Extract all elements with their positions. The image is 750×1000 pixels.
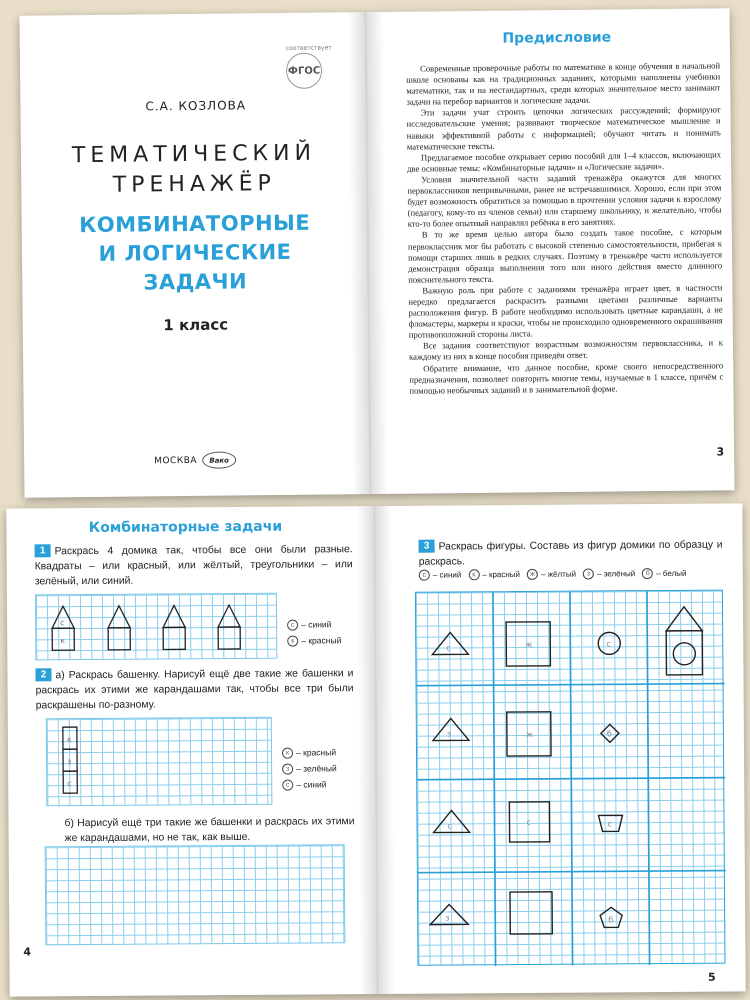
grade: 1 класс (163, 315, 229, 335)
shape-label: с (526, 817, 531, 827)
legend-row (282, 776, 337, 792)
preface-paragraph: Предлагаемое пособие открывает серию пособий для 1–4 классов, включающих две основные темы: «Комбинаторные задачи» и «Логические задачи». (407, 149, 722, 174)
house-body (108, 628, 130, 650)
legend-item (419, 569, 462, 580)
preface-paragraph: Эти задачи учат строить цепочки логических рассуждений; формируют исследовательские умения; развивают творческое математическое мышление и навыки эффективной работы с информацией; обучают читать и понимать математические тексты. (406, 104, 721, 152)
legend-item (468, 569, 520, 580)
legend-item (527, 569, 576, 580)
grid-divider (417, 778, 725, 780)
task-3-legend (419, 568, 687, 581)
preface-paragraph: Условия значительной части заданий тренажёра окажутся для многих первоклассников непривычными, ранее не встречавшимися. Хорошо, если при этом будет возможность обратиться за помощью в прочтении условия задачи к взрослому (педагогу, кому-то из членов семьи) или старшему школьнику, и желательно, чтобы кто-то более опытный направлял ребёнка в его занятиях. (407, 171, 722, 229)
task-2a-instructions: а) Раскрась башенку. Нарисуй ещё две такие же башенки и раскрась их этими же карандашами так, чтобы все три были раскрашены по-разному. (35, 668, 354, 712)
color-circle: к (282, 747, 293, 758)
preface-paragraph: В то же время целью автора было создать такое пособие, с которым первоклассник мог бы работать с высокой степенью самостоятельности, прибегая к помощи старших лишь в редких случаях. Поэтому в тренажёре часто используется демонстрация образца выполнения того или иного действия вместо длинного пояснительного текста. (407, 226, 723, 285)
tower-drawing (47, 718, 274, 808)
preface-paragraph: Обратите внимание, что данное пособие, кроме своего непосредственного предназначения, позволяет повторить многие темы, изучаемые в 1 классе, причём с помощью необычных заданий и в занимательной форме. (409, 359, 724, 396)
page-number: 4 (23, 945, 32, 959)
legend-label: – синий (296, 779, 327, 790)
shape-label: ж (525, 729, 534, 739)
shape-label: с (607, 819, 612, 829)
color-circle: з (282, 763, 293, 774)
legend-row (282, 744, 337, 760)
house-sample-body (666, 631, 702, 675)
author: С.А. КОЗЛОВА (145, 98, 247, 114)
legend-label: – синий (432, 570, 462, 580)
book-title-line2: И ЛОГИЧЕСКИЕ (98, 239, 292, 266)
task-2a-grid (46, 717, 273, 807)
task-2a-text (35, 666, 353, 713)
cover-page (19, 12, 370, 498)
grid-divider (418, 871, 726, 873)
color-circle: ж (527, 569, 538, 580)
house-roof (163, 605, 185, 627)
task-3-text (419, 538, 723, 570)
fgos-caption: соответствует (285, 44, 332, 52)
task-1-grid (35, 593, 277, 661)
tower-label: к (66, 735, 72, 745)
square-shape (510, 892, 552, 934)
legend-label: – белый (656, 568, 687, 579)
shape-label: ж (525, 639, 533, 649)
color-circle: с (282, 779, 293, 790)
legend-label: – зелёный (596, 569, 636, 579)
task-1-instructions: Раскрась 4 домика так, чтобы все они были разные. Квадраты – или красный, или жёлтый, треугольники – или зелёный, или синий. (34, 544, 353, 588)
preface-title: Предисловие (502, 29, 612, 47)
task-number: 3 (419, 540, 435, 553)
task-number: 1 (35, 544, 51, 557)
task-1-text (35, 542, 353, 589)
book-title (22, 208, 369, 299)
house-body (163, 627, 185, 649)
fgos-badge: ФГОС (286, 53, 322, 89)
legend-label: – красный (301, 635, 342, 646)
shape-label: с (446, 643, 451, 653)
task-1-legend (287, 616, 341, 648)
series-title-line1: ТЕМАТИЧЕСКИЙ (71, 140, 317, 169)
house-roof-label: с (60, 618, 65, 628)
legend-row (282, 760, 337, 776)
legend-label: – жёлтый (540, 569, 577, 579)
house-sample-window (673, 643, 695, 665)
legend-label: – красный (482, 569, 521, 580)
page-number: 5 (707, 970, 716, 984)
house-body-label: к (60, 636, 66, 646)
legend-label: – красный (295, 747, 337, 758)
bottom-spread (6, 503, 745, 996)
task-number: 2 (35, 668, 51, 681)
shape-label: б (606, 729, 612, 739)
page-number: 3 (716, 445, 725, 459)
shape-label: з (445, 913, 450, 923)
houses-drawing (36, 594, 278, 662)
task-3-grid (415, 590, 726, 966)
shape-label: с (606, 639, 611, 649)
house-roof (218, 605, 240, 627)
legend-label: – зелёный (296, 763, 337, 774)
color-circle: к (468, 569, 479, 580)
house-body (218, 627, 240, 649)
color-circle: к (287, 635, 298, 646)
section-title: Комбинаторные задачи (88, 518, 283, 536)
legend-item (642, 568, 686, 579)
shape-label: з (446, 729, 452, 739)
house-sample-roof (666, 607, 702, 631)
color-circle: б (642, 568, 653, 579)
preface-paragraph: Важную роль при работе с заданиями тренажёра играет цвет, в частности нередко предлагается раскрасить разными цветами различные варианты расположения фигур. В работе необходимо использовать цветные карандаши, а не фломастеры, маркеры и краски, чтобы не происходило одновременного окрашивания противоположной стороны листа. (408, 282, 723, 340)
task-3-instructions: Раскрась фигуры. Составь из фигур домики по образцу и раскрась. (418, 539, 723, 568)
page-5 (384, 503, 745, 993)
task-2b-text: б) Нарисуй ещё три такие же башенки и раскрась их этими же карандашами, но не так, как выше. (64, 816, 355, 845)
legend-label: – синий (301, 619, 332, 630)
book-title-line1: КОМБИНАТОРНЫЕ (79, 210, 311, 238)
tower-label: з (67, 757, 72, 767)
book-title-line3: ЗАДАЧИ (143, 269, 248, 295)
color-circle: с (287, 619, 298, 630)
preface-page (383, 8, 734, 494)
shapes-drawing (416, 591, 727, 967)
publisher-city: МОСКВА (154, 455, 198, 467)
page-4 (6, 506, 367, 996)
house-roof (108, 606, 130, 628)
shape-label: с (447, 821, 452, 831)
legend-item (583, 568, 635, 579)
preface-paragraph: Все задания соответствуют возрастным возможностям первоклассника, и к каждому из них в конце пособия приведён ответ. (409, 337, 724, 363)
color-circle: з (583, 568, 594, 579)
task-2b-grid[interactable] (45, 844, 346, 945)
legend-row (287, 632, 341, 648)
publisher-logo: Вако (202, 451, 236, 468)
preface-body (406, 60, 723, 396)
tower-label: с (67, 779, 72, 789)
series-title-line2: ТРЕНАЖЁР (112, 171, 276, 198)
shape-label: б (608, 915, 614, 925)
task-2-legend (282, 744, 337, 792)
grid-divider (417, 684, 725, 686)
legend-row (287, 616, 341, 632)
top-spread (19, 8, 734, 497)
color-circle: с (419, 570, 430, 581)
preface-paragraph: Современные проверочные работы по математике в конце обучения в начальной школе основаны как на традиционных заданиях, которыми наполнены учебники математики, так и на нестандартных, среди которых значительное место занимают задачи на перебор вариантов и логические задачи. (406, 60, 721, 107)
